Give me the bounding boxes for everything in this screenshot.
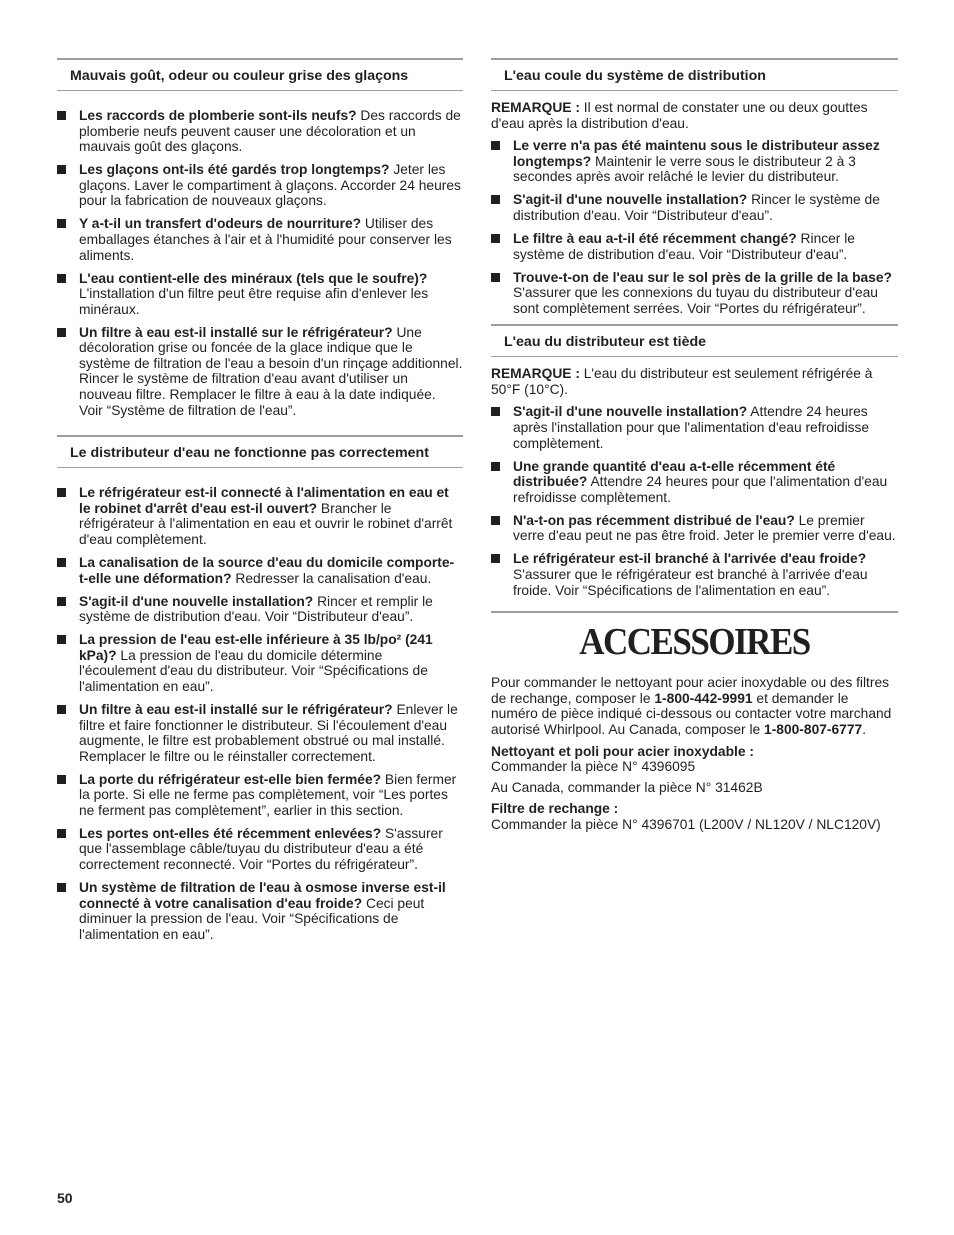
list-item: Un système de filtration de l'eau à osmose inverse est-il connecté à votre canalisation d'eau froide? Ceci peut diminuer la pression de l'eau. Voir “Spécifications de l'alimentation en eau”. — [57, 880, 463, 942]
list-item: S'agit-il d'une nouvelle installation? Rincer et remplir le système de distribution d'eau. Voir “Distributeur d'eau”. — [57, 594, 463, 625]
square-bullet-icon — [491, 273, 500, 282]
filter-part: Commander la pièce N° 4396701 (L200V / NL120V / NLC120V) — [491, 816, 881, 832]
page-title-accessoires: ACCESSOIRES — [579, 620, 810, 663]
square-bullet-icon — [491, 195, 500, 204]
water-leak-list — [491, 138, 898, 316]
section-heading-water-leak: L'eau coule du système de distribution — [491, 58, 898, 91]
square-bullet-icon — [491, 516, 500, 525]
square-bullet-icon — [57, 274, 66, 283]
page-number: 50 — [57, 1190, 73, 1206]
square-bullet-icon — [57, 328, 66, 337]
list-item: Le verre n'a pas été maintenu sous le distributeur assez longtemps? Maintenir le verre sous le distributeur 2 à 3 secondes après avoir relâché le levier du distributeur. — [491, 138, 898, 185]
list-item: La pression de l'eau est-elle inférieure à 35 lb/po² (241 kPa)? La pression de l'eau du domicile détermine l'écoulement d'eau du distributeur. Voir “Spécifications de l'alimentation en eau”. — [57, 632, 463, 694]
list-item: Une grande quantité d'eau a-t-elle récemment été distribuée? Attendre 24 heures pour que l'alimentation d'eau refroidisse complètement. — [491, 459, 898, 506]
square-bullet-icon — [491, 141, 500, 150]
note-paragraph: REMARQUE : L'eau du distributeur est seulement réfrigérée à 50°F (10°C). — [491, 366, 873, 397]
list-item: Les raccords de plomberie sont-ils neufs? Des raccords de plomberie neufs peuvent causer une décoloration et un mauvais goût des glaçons. — [57, 108, 463, 155]
square-bullet-icon — [57, 165, 66, 174]
list-item: Les glaçons ont-ils été gardés trop longtemps? Jeter les glaçons. Laver le compartiment à glaçons. Accorder 24 heures pour la fabrication de nouveaux glaçons. — [57, 162, 463, 209]
section-heading-ice-taste: Mauvais goût, odeur ou couleur grise des glaçons — [57, 58, 463, 91]
filter-label: Filtre de rechange : — [491, 801, 619, 817]
square-bullet-icon — [491, 554, 500, 563]
ice-taste-list — [57, 108, 463, 418]
list-item: L'eau contient-elle des minéraux (tels que le soufre)? L'installation d'un filtre peut être requise afin d'enlever les minéraux. — [57, 271, 463, 318]
square-bullet-icon — [57, 883, 66, 892]
square-bullet-icon — [57, 635, 66, 644]
phone-ca: 1-800-807-6777 — [764, 721, 863, 737]
list-item: La porte du réfrigérateur est-elle bien fermée? Bien fermer la porte. Si elle ne ferme pas complètement, voir “Les portes ne ferment pas complètement”, earlier in this section. — [57, 772, 463, 819]
list-item: Un filtre à eau est-il installé sur le réfrigérateur? Une décoloration grise ou foncée de la glace indique que le système de filtration de l'eau a besoin d'un rinçage additionnel. Rincer le système de filtration d'eau avant d'utiliser un nouveau filtre. Remplacer le filtre à eau à la date indiquée. Voir “Système de filtration de l'eau”. — [57, 325, 463, 419]
square-bullet-icon — [57, 597, 66, 606]
list-item: Un filtre à eau est-il installé sur le réfrigérateur? Enlever le filtre et faire fonctionner le distributeur. Si l'écoulement d'eau augmente, le filtre est probablement obstrué ou mal installé. Remplacer le filtre ou le réinstaller correctement. — [57, 702, 463, 764]
square-bullet-icon — [57, 705, 66, 714]
square-bullet-icon — [57, 829, 66, 838]
section-divider — [491, 611, 898, 613]
right-column — [491, 58, 898, 833]
square-bullet-icon — [491, 234, 500, 243]
list-item: N'a-t-on pas récemment distribué de l'eau? Le premier verre d'eau peut ne pas être froid. Jeter le premier verre d'eau. — [491, 513, 898, 544]
cleaner-label: Nettoyant et poli pour acier inoxydable : — [491, 743, 754, 759]
cleaner-us-part: Commander la pièce N° 4396095 — [491, 759, 696, 775]
list-item: Le réfrigérateur est-il connecté à l'alimentation en eau et le robinet d'arrêt d'eau est-il ouvert? Brancher le réfrigérateur à l'alimentation en eau et ouvrir le robinet d'arrêt d'eau complètement. — [57, 485, 463, 547]
cleaner-ca-part: Au Canada, commander la pièce N° 31462B — [491, 779, 763, 795]
phone-us: 1-800-442-9991 — [654, 690, 753, 706]
lukewarm-water-list — [491, 404, 898, 598]
square-bullet-icon — [491, 407, 500, 416]
list-item: S'agit-il d'une nouvelle installation? Attendre 24 heures après l'installation pour que l'alimentation d'eau refroidisse complètement. — [491, 404, 898, 451]
list-item: Le réfrigérateur est-il branché à l'arrivée d'eau froide? S'assurer que le réfrigérateur est branché à l'arrivée d'eau froide. Voir “Spécifications de l'alimentation en eau”. — [491, 551, 898, 598]
section-heading-lukewarm-water: L'eau du distributeur est tiède — [491, 324, 898, 357]
square-bullet-icon — [57, 488, 66, 497]
square-bullet-icon — [57, 775, 66, 784]
square-bullet-icon — [57, 111, 66, 120]
section-heading-water-dispenser: Le distributeur d'eau ne fonctionne pas correctement — [57, 435, 463, 468]
list-item: Le filtre à eau a-t-il été récemment changé? Rincer le système de distribution d'eau. Voir “Distributeur d'eau”. — [491, 231, 898, 262]
list-item: Y a-t-il un transfert d'odeurs de nourriture? Utiliser des emballages étanches à l'air et à l'humidité pour conserver les aliments. — [57, 216, 463, 263]
water-dispenser-list — [57, 485, 463, 942]
list-item: Trouve-t-on de l'eau sur le sol près de la grille de la base? S'assurer que les connexions du tuyau du distributeur d'eau sont complètement serrées. Voir “Portes du réfrigérateur”. — [491, 270, 898, 317]
square-bullet-icon — [57, 219, 66, 228]
list-item: Les portes ont-elles été récemment enlevées? S'assurer que l'assemblage câble/tuyau du distributeur d'eau a été correctement reconnecté. Voir “Portes du réfrigérateur”. — [57, 826, 463, 873]
square-bullet-icon — [491, 462, 500, 471]
square-bullet-icon — [57, 558, 66, 567]
list-item: La canalisation de la source d'eau du domicile comporte-t-elle une déformation? Redresser la canalisation d'eau. — [57, 555, 463, 586]
accessories-intro: Pour commander le nettoyant pour acier inoxydable ou des filtres de rechange, composer le 1-800-442-9991 et demander le numéro de pièce indiqué ci-dessous ou contacter votre marchand autorisé Whirlpool. Au Canada, composer le 1-800-807-6777. — [491, 675, 892, 737]
list-item: S'agit-il d'une nouvelle installation? Rincer le système de distribution d'eau. Voir “Distributeur d'eau”. — [491, 192, 898, 223]
left-column — [57, 58, 463, 950]
note-paragraph: REMARQUE : Il est normal de constater une ou deux gouttes d'eau après la distribution d'eau. — [491, 100, 868, 131]
